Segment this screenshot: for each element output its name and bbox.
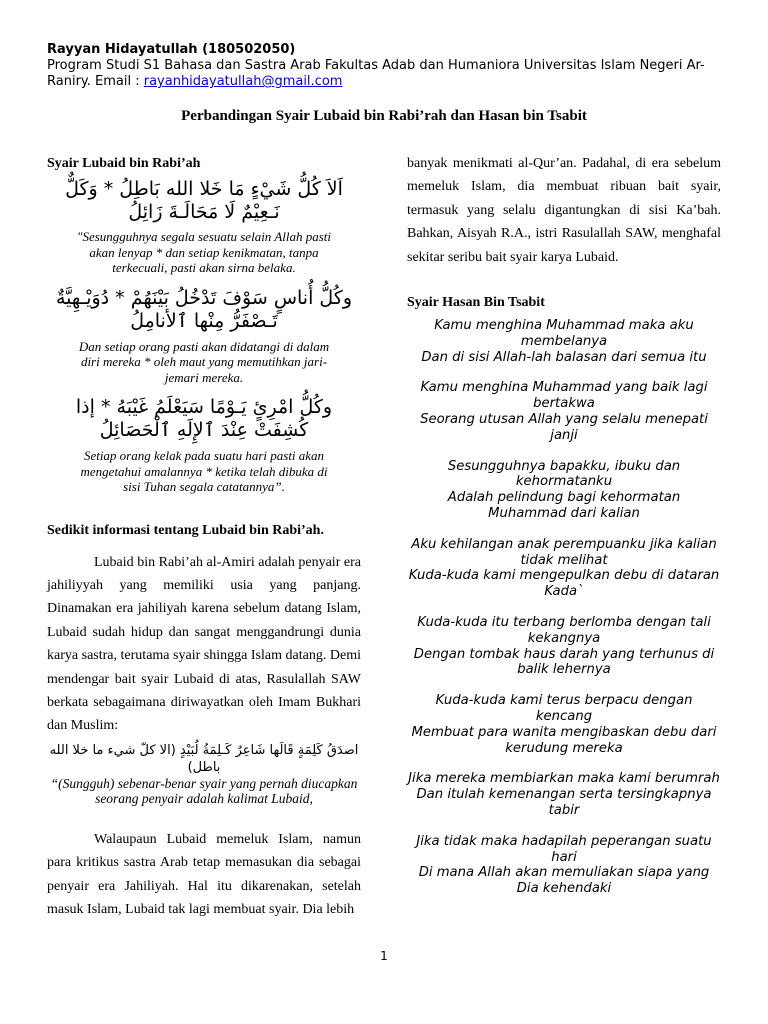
poem-line: Dan itulah kemenangan serta tersingkapnya tabir xyxy=(416,787,712,818)
verse-arabic: وكُلُّ امْرِئٍ يَـوْمًا سَيَعْلَمُ غَيْبَهُ * إذا كُشِفَتْ عِنْدَ ٱلإِلَهِ ٱلْحَصَائِلُ xyxy=(75,396,333,441)
poem-stanza xyxy=(407,771,721,818)
hadith-translation: “(Sungguh) sebenar-benar syair yang pernah diucapkan seorang penyair adalah kalimat Lubaid, xyxy=(50,775,358,807)
poem-line: Kuda-kuda kami mengepulkan debu di dataran Kada` xyxy=(408,568,720,600)
hasan-heading: Syair Hasan Bin Tsabit xyxy=(407,295,545,311)
poem-line: Adalah pelindung bagi kehormatan Muhammad dari kalian xyxy=(447,490,681,521)
lubaid-paragraph-1: Lubaid bin Rabi’ah al-Amiri adalah penyair era jahiliyyah yang memiliki usia yang panjang. Dinamakan era jahiliyah karena sebelum datang Islam, Lubaid sudah hidup dan sangat menggandrungi dunia karya sastra, terutama syair shingga Islam datang. Demi mendengar bait syair Lubaid di atas, Rasulallah SAW berkata sebagaimana diriwayatkan oleh Imam Bukhari dan Muslim: xyxy=(47,554,361,734)
paper-title: Perbandingan Syair Lubaid bin Rabi’rah dan Hasan bin Tsabit xyxy=(181,108,587,124)
poem-stanza xyxy=(407,615,721,678)
poem-line: Kamu menghina Muhammad yang baik lagi bertakwa xyxy=(420,380,708,412)
poem-line: Kuda-kuda kami terus berpacu dengan kencang xyxy=(435,693,693,724)
author-line: Rayyan Hidayatullah (180502050) xyxy=(47,42,296,57)
poem-stanza xyxy=(407,537,721,600)
poem-line: Seorang utusan Allah yang selalu menepati janji xyxy=(420,412,708,443)
poem-line: Sesungguhnya bapakku, ibuku dan kehormatanku xyxy=(447,458,681,490)
poem-line: Jika mereka membiarkan maka kami berumrah xyxy=(408,771,720,787)
verse-arabic: وكُلُّ أُناسٍ سَوْفَ تَدْخُلُ بَيْنَهُمْ * دُوَيْـهِيَّةٌ تَـصْفَرُّ مِنْها ٱلأنامِلُ xyxy=(55,286,353,332)
verse-arabic: اَلاَ كُلُّ شَيْءٍ مَا خَلا الله بَاطِلُ * وَكَلٌّ نَـعِيْمٌ لَا مَحَالَـةَ زَائِلُ xyxy=(65,178,343,223)
lubaid-heading: Syair Lubaid bin Rabi’ah xyxy=(47,156,201,171)
info-heading: Sedikit informasi tentang Lubaid bin Rabi’ah. xyxy=(47,522,324,538)
poem-stanza xyxy=(407,380,721,443)
affiliation-text: Program Studi S1 Bahasa dan Sastra Arab Fakultas Adab dan Humaniora Universitas Islam Negeri Ar-Raniry. Email : xyxy=(47,58,705,89)
verse-translation: "Sesungguhnya segala sesuatu selain Allah pasti akan lenyap * dan setiap kenikmatan, tanpa terkecuali, pasti akan sirna belaka. xyxy=(77,229,332,275)
email-link[interactable]: rayanhidayatullah@gmail.com xyxy=(143,74,343,89)
affiliation xyxy=(47,58,727,90)
poem-line: Jika tidak maka hadapilah peperangan suatu hari xyxy=(416,833,712,865)
left-column xyxy=(47,156,361,921)
poem-stanza xyxy=(407,834,721,897)
hasan-poem xyxy=(407,318,721,897)
page-number: 1 xyxy=(380,949,388,963)
poem-line: Dengan tombak haus darah yang terhunus di balik lehernya xyxy=(413,646,715,678)
right-column xyxy=(407,152,721,897)
poem-stanza xyxy=(407,693,721,756)
lubaid-paragraph-2: Walaupaun Lubaid memeluk Islam, namun para kritikus sastra Arab tetap memasukan dia sebagai penyair era Jahiliyah. Hal itu dikarenakan, setelah masuk Islam, Lubaid tak lagi membuat syair. Dia lebih xyxy=(47,831,361,917)
hadith-arabic: اصدَقُ كَلِمَةٍ قَالَها شَاعِرٌ كَـلِمَةُ لُبَيْدٍ (الا كلّ شيء ما خلا الله باطل) xyxy=(49,742,359,775)
lubaid-paragraph-continued: banyak menikmati al-Qur’an. Padahal, di era sebelum memeluk Islam, dia membuat ribuan bait syair, termasuk yang selalu digantungkan di sisi Ka’bah. Bahkan, Aisyah R.A., istri Rasulallah SAW, menghafal sekitar seribu bait syair karya Lubaid. xyxy=(407,156,721,265)
verse-translation: Dan setiap orang pasti akan didatangi di dalam diri mereka * oleh maut yang memutihkan jari-jemari mereka. xyxy=(78,338,330,385)
poem-stanza xyxy=(407,318,721,365)
poem-stanza xyxy=(407,459,721,522)
poem-line: Di mana Allah akan memuliakan siapa yang Dia kehendaki xyxy=(418,865,710,897)
poem-line: Kamu menghina Muhammad maka aku membelanya xyxy=(434,318,694,349)
verse-translation: Setiap orang kelak pada suatu hari pasti akan mengetahui amalannya * ketika telah dibuka di sisi Tuhan segala catatannya”. xyxy=(80,448,328,494)
poem-line: Kuda-kuda itu terbang berlomba dengan tali kekangnya xyxy=(417,614,711,646)
poem-line: Dan di sisi Allah-lah balasan dari semua itu xyxy=(421,349,707,365)
poem-line: Aku kehilangan anak perempuanku jika kalian tidak melihat xyxy=(411,536,717,568)
poem-line: Membuat para wanita mengibaskan debu dari kerudung mereka xyxy=(411,724,717,756)
